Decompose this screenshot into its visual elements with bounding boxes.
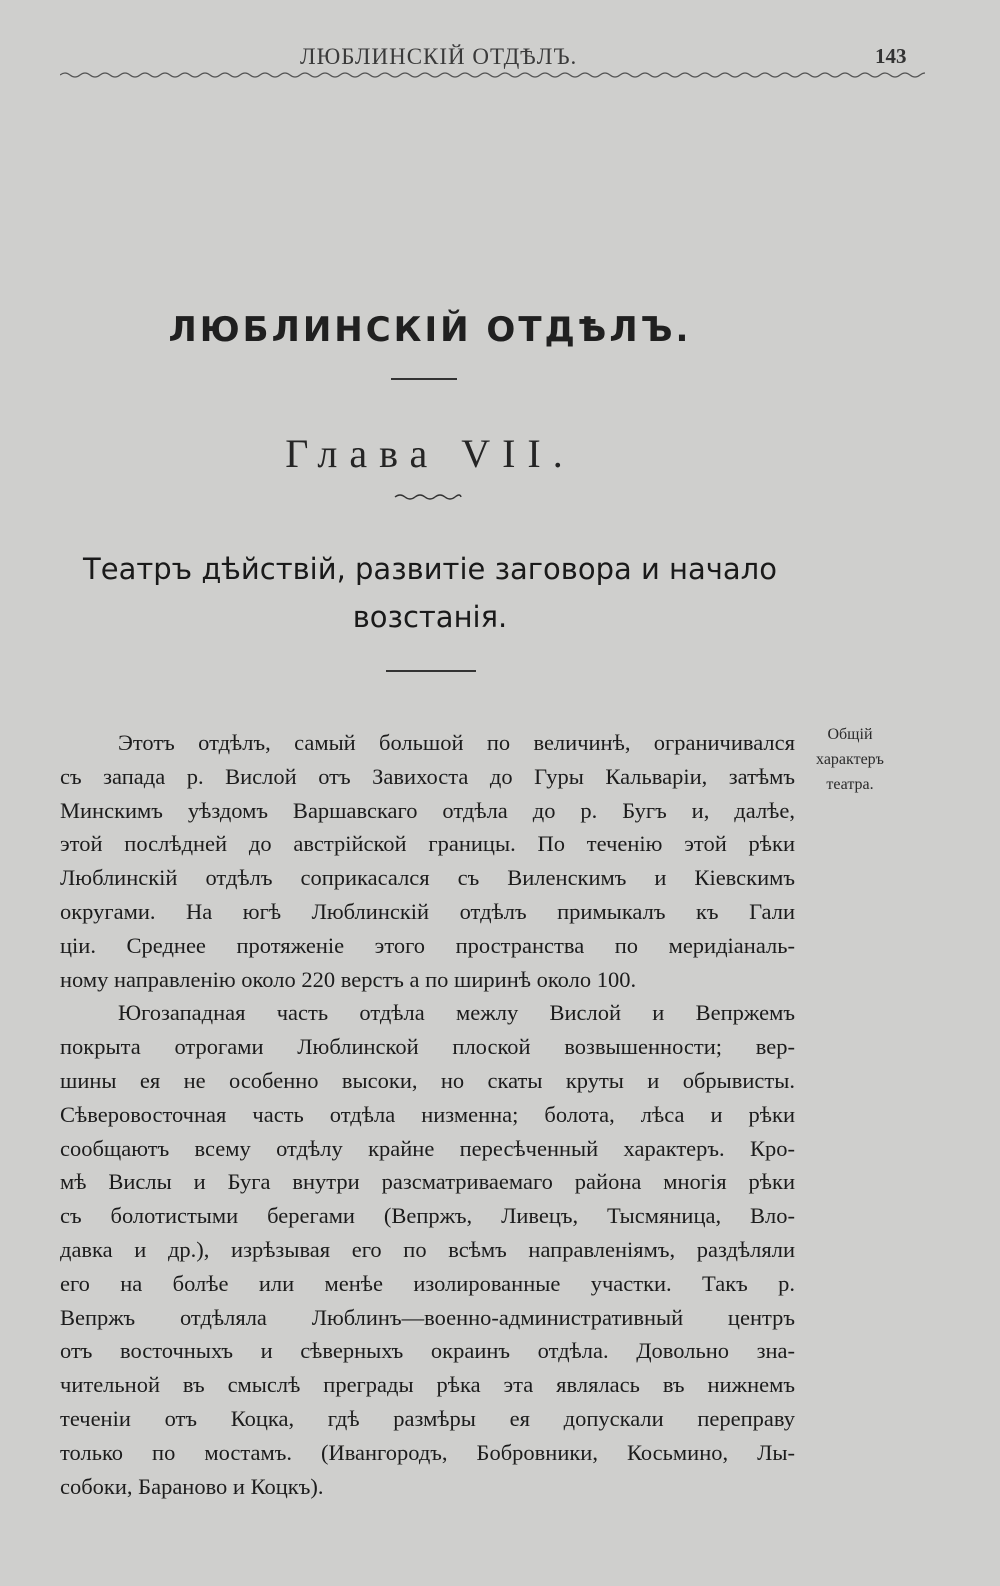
text-line: давка и др.), изрѣзывая его по всѣмъ направленіямъ, раздѣляли — [60, 1236, 795, 1262]
text-line: съ запада р. Вислой отъ Завихоста до Гуры Кальваріи, затѣмъ — [60, 763, 795, 789]
text-line: съ болотистыми берегами (Вепржъ, Ливецъ, Тысмяница, Вло- — [60, 1203, 795, 1229]
text-line: Югозападная часть отдѣла межлу Вислой и Вепржемъ — [118, 1000, 795, 1026]
margin-note-line: театра. — [826, 776, 874, 793]
chapter-title — [0, 545, 860, 641]
margin-note-line: Общій — [827, 726, 873, 743]
text-line: Этотъ отдѣлъ, самый большой по величинѣ, ограничивался — [118, 730, 795, 755]
page-number: 143 — [875, 44, 907, 68]
text-line: округами. На югѣ Люблинскій отдѣлъ примыкалъ къ Гали — [60, 898, 795, 924]
title-divider — [386, 670, 476, 672]
section-divider — [391, 378, 457, 380]
text-line: теченіи отъ Коцка, гдѣ размѣры ея допускали переправу — [60, 1405, 795, 1431]
text-line: ціи. Среднее протяженіе этого пространства по меридіаналь- — [60, 932, 795, 958]
text-line: отъ восточныхъ и сѣверныхъ окраинъ отдѣла. Довольно зна- — [60, 1338, 795, 1364]
text-line: Минскимъ уѣздомъ Варшавскаго отдѣла до р. Бугъ и, далѣе, — [60, 797, 795, 823]
text-line: ному направленію около 220 верстъ а по ширинѣ около 100. — [60, 966, 637, 992]
text-line: этой послѣдней до австрійской границы. По теченію этой рѣки — [60, 831, 795, 857]
text-line: мѣ Вислы и Буга внутри разсматриваемаго района многія рѣки — [60, 1169, 795, 1195]
running-title: ЛЮБЛИНСКІЙ ОТДѢЛЪ. — [300, 44, 578, 69]
margin-note-line: характеръ — [816, 751, 884, 768]
text-line: Люблинскій отдѣлъ соприкасался съ Виленскимъ и Кіевскимъ — [60, 865, 795, 891]
body-text — [60, 726, 795, 1503]
chapter-wavy-divider — [393, 492, 463, 502]
text-line: Вепржъ отдѣляла Люблинъ—военно-административный центръ — [60, 1304, 795, 1330]
text-line: его на болѣе или менѣе изолированные участки. Такъ р. — [60, 1270, 795, 1296]
chapter-heading: Глава VII. — [285, 431, 575, 476]
text-line: шины ея не особенно высоки, но скаты круты и обрывисты. — [60, 1067, 795, 1093]
margin-note — [800, 722, 900, 797]
section-title: ЛЮБЛИНСКІЙ ОТДѢЛЪ. — [168, 310, 692, 350]
text-line: собоки, Бараново и Коцкъ). — [60, 1473, 324, 1499]
text-line: покрыта отрогами Люблинской плоской возвышенности; вер- — [60, 1034, 795, 1060]
text-line: сообщаютъ всему отдѣлу крайне пересѣченный характеръ. Кро- — [60, 1135, 795, 1161]
text-line: только по мостамъ. (Ивангородъ, Бобровники, Косьмино, Лы- — [60, 1439, 795, 1465]
text-line: Сѣверовосточная часть отдѣла низменна; болота, лѣса и рѣки — [60, 1101, 795, 1127]
chapter-title-line: возстанія. — [352, 600, 508, 634]
chapter-title-line: Театръ дѣйствій, развитіе заговора и начало — [83, 552, 777, 586]
header-wavy-rule — [60, 70, 925, 80]
text-line: чительной въ смыслѣ преграды рѣка эта являлась въ нижнемъ — [60, 1372, 795, 1398]
